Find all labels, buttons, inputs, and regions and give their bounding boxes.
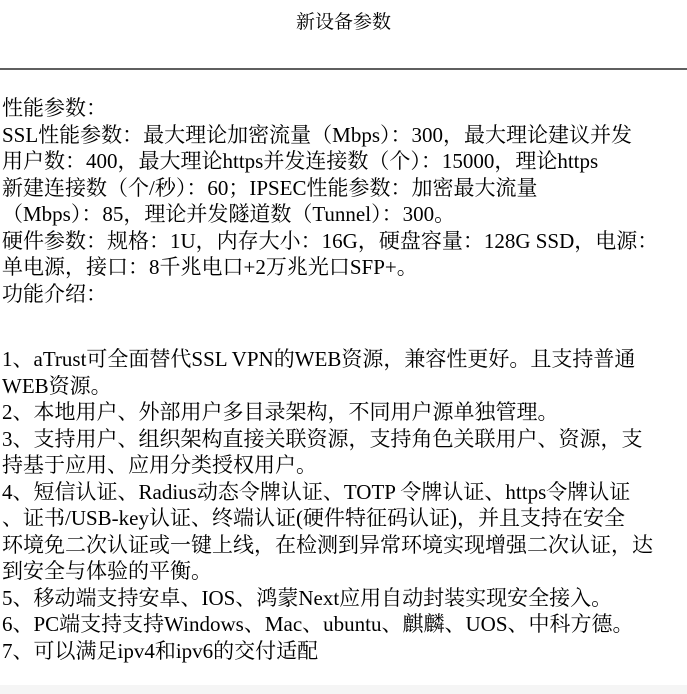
performance-line: （Mbps）：85，理论并发隧道数（Tunnel）：300。 (2, 202, 456, 226)
document-body (0, 95, 687, 664)
feature-line: 、证书/USB-key认证、终端认证(硬件特征码认证)，并且支持在安全 (2, 506, 625, 530)
feature-line: 3、支持用户、组织架构直接关联资源，支持角色关联用户、资源，支 (2, 426, 643, 451)
section-spacer (2, 307, 685, 346)
performance-line: 新建连接数（个/秒）：60；IPSEC性能参数：加密最大流量 (2, 175, 538, 200)
feature-line: 环境免二次认证或一键上线，在检测到异常环境实现增强二次认证，达 (2, 532, 653, 557)
performance-line: 用户数：400，最大理论https并发连接数（个）：15000，理论https (2, 149, 599, 173)
bottom-strip (0, 685, 687, 694)
feature-line: 2、本地用户、外部用户多目录架构，不同用户源单独管理。 (2, 400, 559, 424)
feature-line: 持基于应用、应用分类授权用户。 (2, 453, 317, 477)
performance-line: 硬件参数：规格：1U，内存大小：16G，硬盘容量：128G SSD，电源： (2, 228, 659, 253)
feature-line: WEB资源。 (2, 373, 112, 398)
performance-line: 性能参数： (2, 96, 107, 120)
feature-line: 1、aTrust可全面替代SSL VPN的WEB资源，兼容性更好。且支持普通 (2, 347, 636, 371)
document-title: 新设备参数 (295, 12, 391, 33)
feature-line: 5、移动端支持安卓、IOS、鸿蒙Next应用自动封装实现安全接入。 (2, 585, 613, 610)
feature-line: 7、可以满足ipv4和ipv6的交付适配 (2, 638, 319, 663)
divider-line (0, 68, 687, 70)
performance-line: 单电源，接口：8千兆电口+2万兆光口SFP+。 (2, 255, 418, 279)
section-heading-line: 功能介绍： (2, 281, 107, 306)
performance-line: SSL性能参数：最大理论加密流量（Mbps）：300，最大理论建议并发 (2, 122, 633, 147)
feature-line: 4、短信认证、Radius动态令牌认证、TOTP 令牌认证、https令牌认证 (2, 479, 631, 504)
feature-line: 到安全与体验的平衡。 (2, 559, 212, 583)
feature-line: 6、PC端支持支持Windows、Mac、ubuntu、麒麟、UOS、中科方德。 (2, 612, 634, 636)
